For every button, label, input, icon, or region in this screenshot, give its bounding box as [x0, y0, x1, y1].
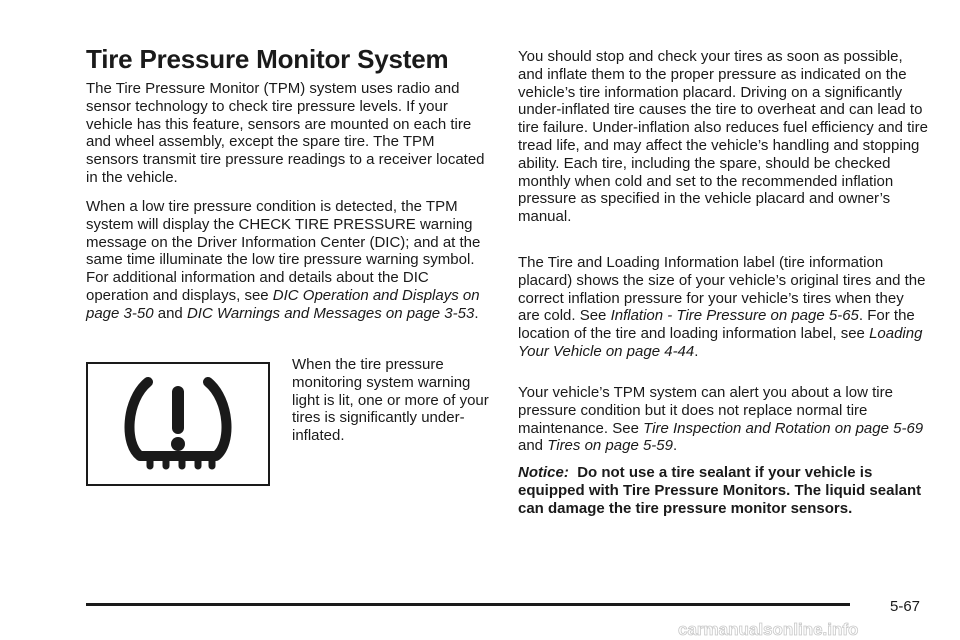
page-number: 5-67 [890, 598, 921, 615]
tpm-intro-paragraph: The Tire Pressure Monitor (TPM) system uses radio and sensor technology to check tire pressure levels. If your vehicle has this feature, sensors are mounted on each tire and wheel assembly, except the spare tire. The TPM sensors transmit tire pressure readings to a receiver located in the vehicle. [86, 80, 485, 186]
paragraph-text: . [474, 304, 479, 322]
tire-loading-label-paragraph [518, 254, 926, 361]
low-tire-pressure-warning-icon [88, 364, 272, 488]
notice-label: Notice: [518, 464, 569, 481]
svg-text:carmanualsonline.info: carmanualsonline.info [678, 621, 859, 637]
link-dic-warnings[interactable]: DIC Warnings and Messages on page 3-53 [186, 304, 475, 322]
notice-paragraph [518, 464, 922, 517]
paragraph-text: . [672, 437, 678, 455]
link-dic-operation[interactable]: DIC Operation and Displays on page 3-50 [86, 286, 480, 322]
watermark-logo [676, 621, 956, 637]
paragraph-text: Your vehicle’s TPM system can alert you about a low tire pressure condition but it does not replace normal tire maintenance. See [518, 384, 893, 437]
paragraph-text: and [518, 437, 548, 455]
page-title: Tire Pressure Monitor System [86, 44, 449, 74]
tpm-maintenance-paragraph [518, 384, 928, 455]
check-tires-paragraph: You should stop and check your tires as soon as possible, and inflate them to the proper pressure as indicated on the vehicle’s tire information placard. Driving on a significantly under-inflated tire causes the tire to overheat and can lead to tire failure. Under-inflation also reduces fuel efficiency and tire tread life, and may affect the vehicle’s handling and stopping ability. Each tire, including the spare, should be checked monthly when cold and set to the recommended inflation pressure as specified in the vehicle placard and owner’s manual. [518, 48, 928, 226]
notice-text: Do not use a tire sealant if your vehicle is equipped with Tire Pressure Monitors. The liquid sealant can damage the tire pressure monitor sensors. [518, 464, 922, 517]
paragraph-text: When a low tire pressure condition is detected, the TPM system will display the CHECK TIRE PRESSURE warning message on the Driver Information Center (DIC); and at the same time illuminate the low tire pressure warning symbol. For additional information and details about the DIC operation and displays, see [86, 198, 481, 304]
warning-light-description: When the tire pressure monitoring system warning light is lit, one or more of your tires is significantly under-inflated. [292, 356, 489, 445]
paragraph-text: The Tire and Loading Information label (tire information placard) shows the size of your vehicle’s original tires and the correct inflation pressure for your vehicle’s tires when they are cold. See [518, 254, 926, 325]
link-tires[interactable]: Tires on page 5-59 [547, 437, 673, 455]
link-loading-your-vehicle[interactable]: Loading Your Vehicle on page 4-44 [518, 325, 923, 360]
link-inflation-tire-pressure[interactable]: Inflation - Tire Pressure on page 5-65 [610, 307, 859, 325]
footer-rule [86, 603, 850, 606]
link-tire-inspection-rotation[interactable]: Tire Inspection and Rotation on page 5-69 [643, 419, 924, 437]
tpms-warning-light-figure [86, 362, 270, 486]
paragraph-text: and [153, 304, 187, 322]
paragraph-text: . [694, 342, 699, 360]
tpm-warning-paragraph [86, 198, 492, 323]
paragraph-text: . For the location of the tire and loading information label, see [518, 307, 915, 343]
